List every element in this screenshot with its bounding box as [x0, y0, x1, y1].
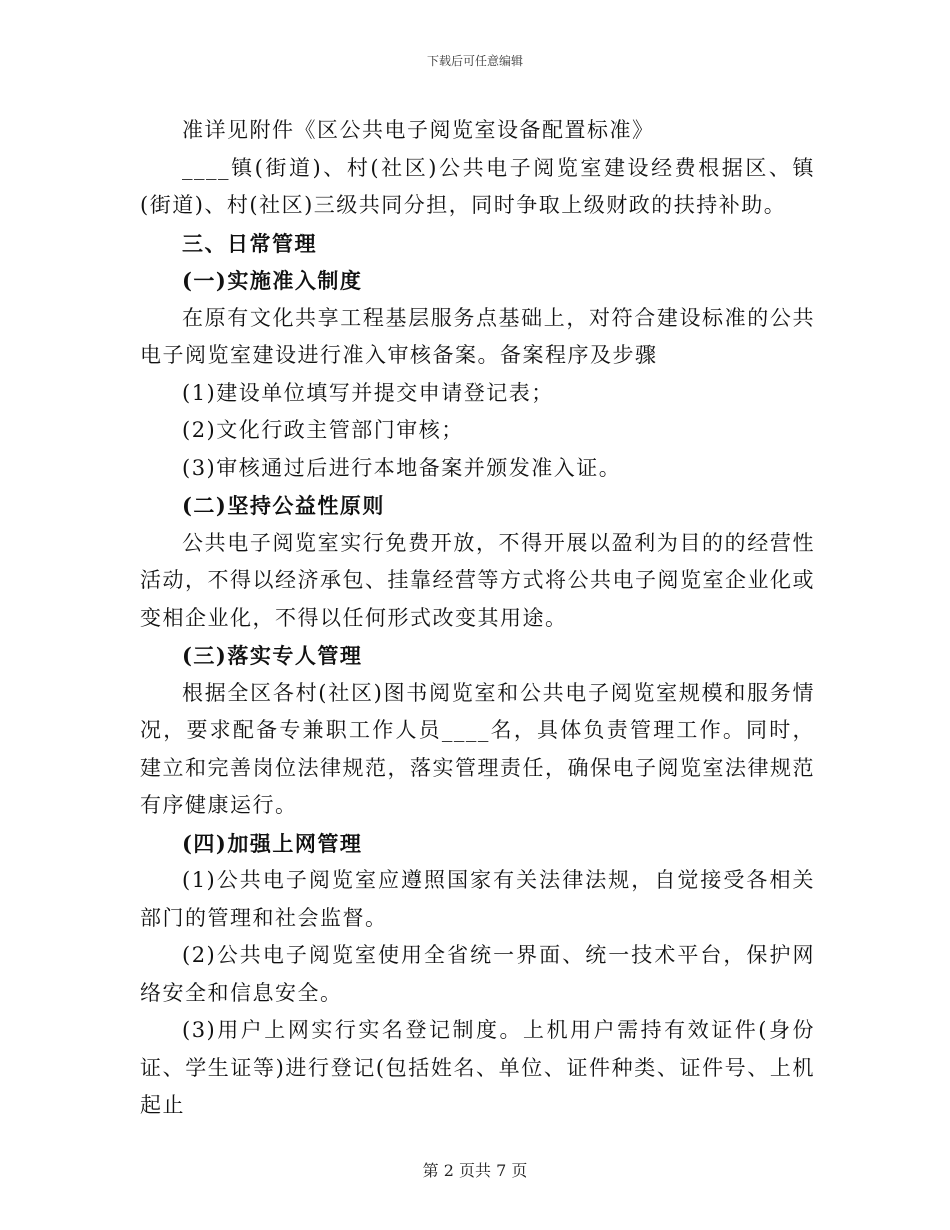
section-heading-3: 三、日常管理 — [182, 230, 317, 256]
page-header: 下载后可任意编辑 — [426, 54, 523, 68]
list-item-3: (3)审核通过后进行本地备案并颁发准入证。 — [182, 455, 622, 480]
subheading-4: (四)加强上网管理 — [182, 830, 363, 856]
subheading-2: (二)坚持公益性原则 — [182, 493, 385, 518]
paragraph-4: 公共电子阅览室实行免费开放，不得开展以盈利为目的的经营性活动，不得以经济承包、挂靠经营等方式将公共电子阅览室企业化或变相企业化，不得以任何形式改变其用途。 — [140, 530, 815, 630]
page-footer: 第 2 页共 7 页 — [422, 1161, 528, 1180]
paragraph-2: ____镇(街道)、村(社区)公共电子阅览室建设经费根据区、镇(街道)、村(社区)三级共同分担，同时争取上级财政的扶持补助。 — [140, 155, 815, 217]
list-item-1: (1)建设单位填写并提交申请登记表； — [182, 380, 554, 405]
subheading-1: (一)实施准入制度 — [182, 268, 363, 293]
paragraph-3: 在原有文化共享工程基层服务点基础上，对符合建设标准的公共电子阅览室建设进行准入审核备案。备案程序及步骤 — [140, 305, 815, 367]
list-item-5: (2)公共电子阅览室使用全省统一界面、统一技术平台，保护网络安全和信息安全。 — [140, 943, 815, 1005]
paragraph-1: 准详见附件《区公共电子阅览室设备配置标准》 — [182, 118, 655, 142]
document-body — [140, 112, 815, 1125]
list-item-2: (2)文化行政主管部门审核； — [182, 418, 464, 442]
list-item-4: (1)公共电子阅览室应遵照国家有关法律法规，自觉接受各相关部门的管理和社会监督。 — [140, 868, 815, 930]
paragraph-5: 根据全区各村(社区)图书阅览室和公共电子阅览室规模和服务情况，要求配备专兼职工作人员____名，具体负责管理工作。同时，建立和完善岗位法律规范，落实管理责任，确保电子阅览室法律规范有序健康运行。 — [140, 680, 815, 817]
subheading-3: (三)落实专人管理 — [182, 643, 363, 668]
list-item-6: (3)用户上网实行实名登记制度。上机用户需持有效证件(身份证、学生证等)进行登记(包括姓名、单位、证件种类、证件号、上机起止 — [140, 1018, 815, 1117]
